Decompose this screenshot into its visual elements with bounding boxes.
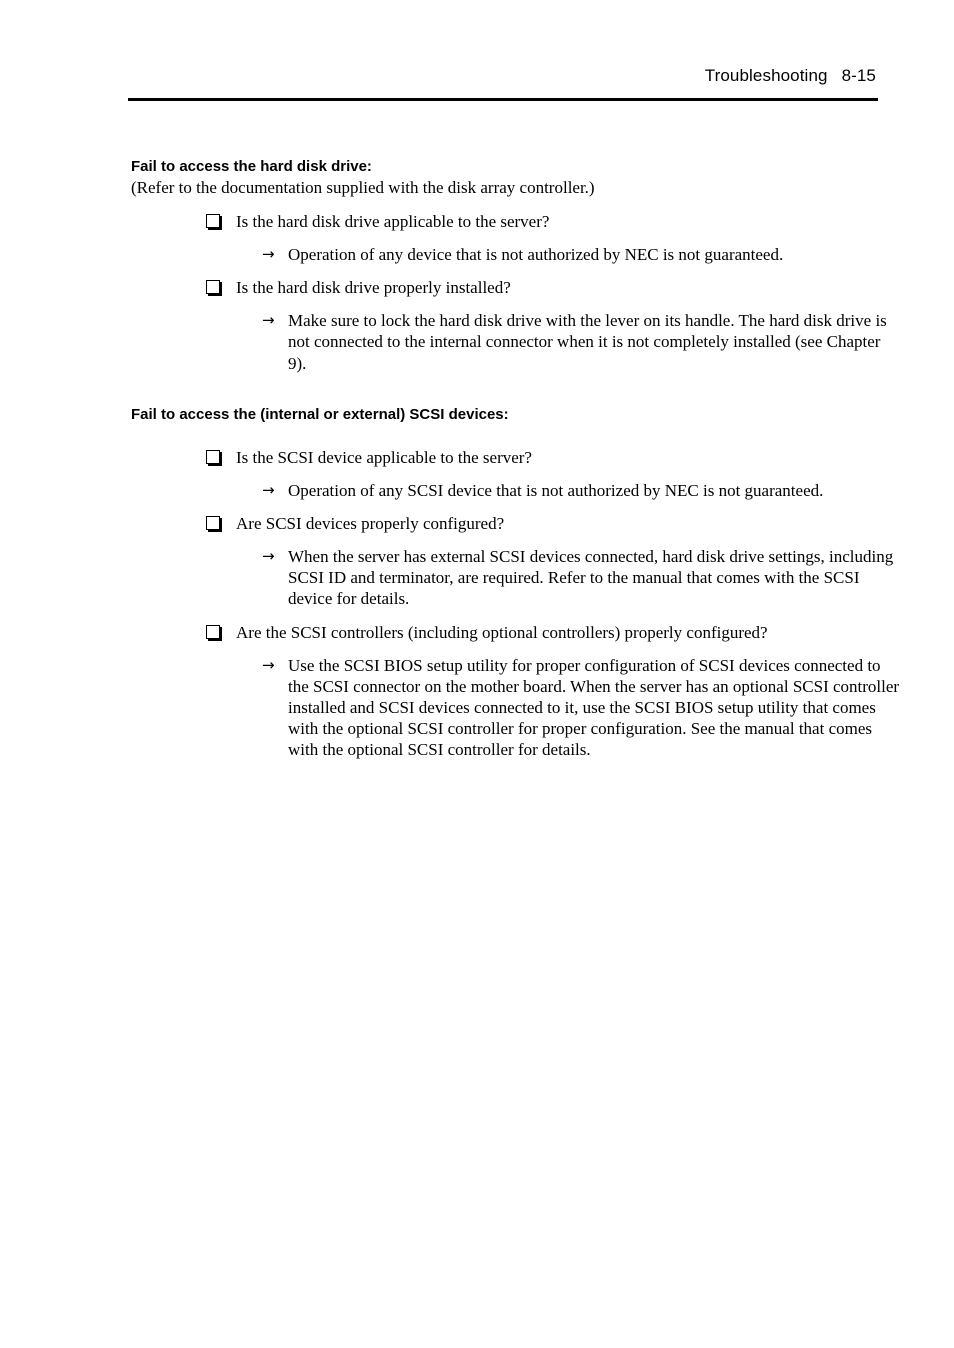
checkbox-icon [206, 450, 220, 464]
question-text: Is the hard disk drive properly installed? [236, 278, 511, 298]
section-heading: Fail to access the (internal or external) SCSI devices: [131, 405, 509, 423]
page-content [131, 157, 900, 761]
section-note: (Refer to the documentation supplied with the disk array controller.) [131, 178, 595, 197]
checklist-question [205, 447, 876, 468]
right-arrow-icon: → [262, 655, 275, 674]
checklist-answer [262, 546, 900, 610]
right-arrow-icon: → [262, 311, 275, 330]
header-section-title: Troubleshooting [704, 66, 828, 85]
checklist-question [205, 622, 876, 643]
answer-text: Use the SCSI BIOS setup utility for proper configuration of SCSI devices connected to the SCSI connector on the mother board. When the server has an optional SCSI controller installed and SCSI devices connected to it, use the SCSI BIOS setup utility that comes with the optional SCSI controller for proper configuration. See the manual that comes with the optional SCSI controller for details. [288, 655, 900, 760]
checklist-question [205, 211, 876, 232]
page-number: 8-15 [841, 66, 876, 85]
section-hard-disk [131, 157, 887, 374]
checklist-answer [262, 310, 900, 374]
question-text: Are SCSI devices properly configured? [236, 514, 505, 534]
checkbox-icon [206, 516, 220, 530]
answer-text: Operation of any device that is not authorized by NEC is not guaranteed. [288, 245, 784, 264]
checklist-answer [262, 480, 900, 501]
checklist-answer [262, 655, 900, 761]
right-arrow-icon: → [262, 245, 275, 263]
answer-text: Operation of any SCSI device that is not authorized by NEC is not guaranteed. [288, 480, 824, 500]
answer-text: Make sure to lock the hard disk drive with the lever on its handle. The hard disk drive is not connected to the internal connector when it is not completely installed (see Chapter 9). [288, 311, 887, 373]
question-text: Is the SCSI device applicable to the server? [236, 447, 532, 467]
checkbox-icon [206, 214, 220, 228]
question-text: Is the hard disk drive applicable to the server? [236, 212, 550, 231]
right-arrow-icon: → [262, 480, 275, 499]
checklist-question [205, 513, 876, 534]
section-scsi-devices [131, 405, 900, 761]
section-heading: Fail to access the hard disk drive: [131, 158, 372, 175]
checkbox-icon [206, 280, 220, 294]
checklist-question [205, 277, 876, 298]
checklist-answer [262, 244, 900, 265]
running-header [705, 66, 876, 86]
answer-text: When the server has external SCSI devices connected, hard disk drive settings, including SCSI ID and terminator, are required. Refer to the manual that comes with the SCSI device for details. [288, 547, 894, 609]
right-arrow-icon: → [262, 547, 275, 566]
page-header [128, 64, 878, 101]
question-text: Are the SCSI controllers (including optional controllers) properly configured? [236, 622, 768, 642]
checkbox-icon [206, 625, 220, 639]
